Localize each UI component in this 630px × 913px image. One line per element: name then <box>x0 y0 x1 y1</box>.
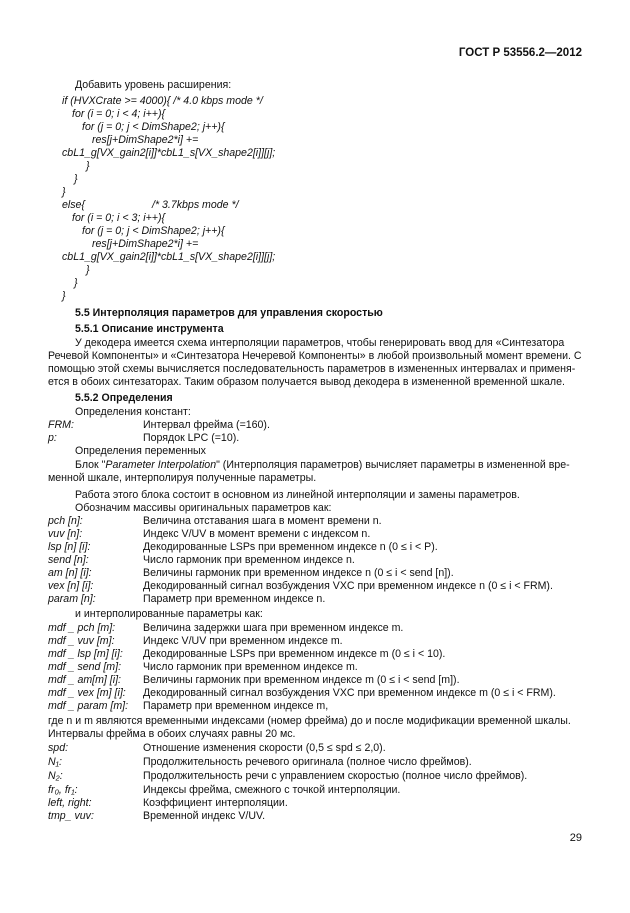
interp-term: mdf _ pch [m]: <box>48 622 116 634</box>
interp-term: mdf _ send [m]: <box>48 661 122 673</box>
code-line: cbL1_g[VX_gain2[i]]*cbL1_s[VX_shape2[i]][j]; <box>62 147 276 159</box>
where-line: где n и m являются временными индексами (номер фрейма) до и после модификации временной шкалы. <box>48 715 571 727</box>
code-line: } <box>62 186 66 198</box>
paragraph-line: ется в обоих синтезаторах. Таким образом получается вывод декодера в измененной временной шкале. <box>48 376 565 388</box>
block-paragraph-line2: менной шкале, интерполируя полученные параметры. <box>48 472 317 484</box>
orig-desc: Величина отставания шага в момент времени n. <box>143 515 382 527</box>
paragraph-line: Речевой Компоненты» и «Синтезатора Нечеревой Компоненты» в любой произвольный момент времени. С <box>48 350 582 362</box>
extra-term: N₁: <box>48 756 62 768</box>
orig-term: param [n]: <box>48 593 96 605</box>
code-line: } <box>86 160 90 172</box>
document-header: ГОСТ Р 53556.2—2012 <box>458 47 582 59</box>
const-title: Определения констант: <box>75 406 191 418</box>
where-line: Интервалы фрейма в обоих случаях равны 20 мс. <box>48 728 296 740</box>
const-term: p: <box>48 432 57 444</box>
orig-term: am [n] [i]: <box>48 567 92 579</box>
code-line: for (i = 0; i < 3; i++){ <box>72 212 166 224</box>
orig-term: pch [n]: <box>48 515 83 527</box>
work-paragraph: Работа этого блока состоит в основном из линейной интерполяции и замены параметров. <box>75 489 520 501</box>
interp-term: mdf _ param [m]: <box>48 700 129 712</box>
extra-term: tmp_ vuv: <box>48 810 94 822</box>
block-text-a: Блок " <box>75 459 106 471</box>
orig-desc: Число гармоник при временном индексе n. <box>143 554 355 566</box>
extra-term: left, right: <box>48 797 92 809</box>
var-title: Определения переменных <box>75 445 206 457</box>
section-5-5-heading: 5.5 Интерполяция параметров для управления скоростью <box>75 307 383 319</box>
extra-desc: Коэффициент интерполяции. <box>143 797 288 809</box>
code-line: for (i = 0; i < 4; i++){ <box>72 108 166 120</box>
block-text-b: " (Интерполяция параметров) вычисляет параметры в измененной вре- <box>216 459 570 471</box>
const-term: FRM: <box>48 419 74 431</box>
code-line: } <box>62 290 66 302</box>
code-line: res[j+DimShape2*i] += <box>92 238 199 250</box>
extra-term: fr₀, fr₁: <box>48 784 78 796</box>
extra-term: N₂: <box>48 770 63 782</box>
code-comment: /* 3.7kbps mode */ <box>152 199 239 211</box>
interp-desc: Параметр при временном индексе m, <box>143 700 329 712</box>
orig-desc: Декодированный сигнал возбуждения VXC при временном индексе n (0 ≤ i < FRM). <box>143 580 553 592</box>
code-line: if (HVXCrate >= 4000){ /* 4.0 kbps mode */ <box>62 95 263 107</box>
code-line: } <box>74 277 78 289</box>
page-number: 29 <box>569 832 582 844</box>
extra-desc: Продолжительность речевого оригинала (полное число фреймов). <box>143 756 472 768</box>
extra-desc: Временной индекс V/UV. <box>143 810 266 822</box>
interp-term: mdf _ vuv [m]: <box>48 635 115 647</box>
orig-term: lsp [n] [i]: <box>48 541 91 553</box>
interp-desc: Величина задержки шага при временном индексе m. <box>143 622 404 634</box>
orig-term: vuv [n]: <box>48 528 83 540</box>
block-paragraph <box>75 459 570 472</box>
orig-term: send [n]: <box>48 554 89 566</box>
block-text-italic: Parameter Interpolation <box>105 459 217 471</box>
orig-term: vex [n] [i]: <box>48 580 94 592</box>
extra-desc: Отношение изменения скорости (0,5 ≤ spd ≤ 2,0). <box>143 742 386 754</box>
orig-desc: Величины гармоник при временном индексе n (0 ≤ i < send [n]). <box>143 567 454 579</box>
code-line: } <box>74 173 78 185</box>
paragraph-line: У декодера имеется схема интерполяции параметров, чтобы генерировать ввод для «Синтезатора <box>75 337 565 349</box>
extra-desc: Индексы фрейма, смежного с точкой интерполяции. <box>143 784 401 796</box>
code-line: for (j = 0; j < DimShape2; j++){ <box>82 121 225 133</box>
section-5-5-2-heading: 5.5.2 Определения <box>75 392 173 404</box>
interp-desc: Индекс V/UV при временном индексе m. <box>143 635 343 647</box>
code-line: cbL1_g[VX_gain2[i]]*cbL1_s[VX_shape2[i]][j]; <box>62 251 276 263</box>
code-line: for (j = 0; j < DimShape2; j++){ <box>82 225 225 237</box>
orig-desc: Индекс V/UV в момент времени с индексом n. <box>143 528 371 540</box>
interp-term: mdf _ vex [m] [i]: <box>48 687 126 699</box>
interp-term: mdf _ am[m] [i]: <box>48 674 121 686</box>
interp-desc: Декодированные LSPs при временном индексе m (0 ≤ i < 10). <box>143 648 446 660</box>
code-line: else{ <box>62 199 85 211</box>
orig-desc: Параметр при временном индексе n. <box>143 593 326 605</box>
interp-desc: Декодированный сигнал возбуждения VXC при временном индексе m (0 ≤ i < FRM). <box>143 687 556 699</box>
extra-desc: Продолжительность речи с управлением скоростью (полное число фреймов). <box>143 770 528 782</box>
arrays-title: Обозначим массивы оригинальных параметров как: <box>75 502 332 514</box>
paragraph-line: помощью этой схемы вычисляется последовательность параметров в измененных интервалах и применя- <box>48 363 576 375</box>
orig-desc: Декодированные LSPs при временном индексе n (0 ≤ i < P). <box>143 541 438 553</box>
interp-desc: Число гармоник при временном индексе m. <box>143 661 358 673</box>
code-line: res[j+DimShape2*i] += <box>92 134 199 146</box>
interp-term: mdf _ lsp [m] [i]: <box>48 648 123 660</box>
const-desc: Порядок LPC (=10). <box>143 432 240 444</box>
const-desc: Интервал фрейма (=160). <box>143 419 270 431</box>
code-line: } <box>86 264 90 276</box>
interp-title: и интерполированные параметры как: <box>75 608 263 620</box>
code-intro: Добавить уровень расширения: <box>75 79 232 91</box>
interp-desc: Величины гармоник при временном индексе m (0 ≤ i < send [m]). <box>143 674 460 686</box>
extra-term: spd: <box>48 742 69 754</box>
section-5-5-1-heading: 5.5.1 Описание инструмента <box>75 323 224 335</box>
